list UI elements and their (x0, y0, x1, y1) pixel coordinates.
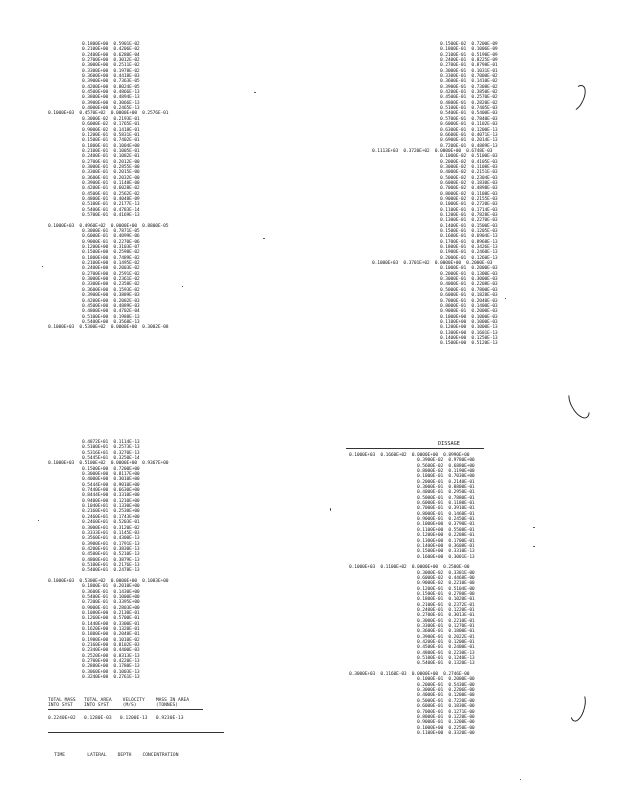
data-row: 0.2460E+01 0.5203E-01 (48, 520, 140, 526)
section-title: DISSAGE (438, 441, 460, 447)
data-row: 0.7200E-01 0.3395E+00 (48, 600, 140, 606)
data-row: 0.1440E+00 0.3300E-01 (48, 621, 140, 627)
data-row: 0.1100E+00 0.1000E-03 (372, 319, 498, 325)
data-row: 0.8000E-01 0.1400E-03 (372, 303, 498, 309)
data-row: 0.9000E-02 0.2210E-00 (349, 581, 475, 587)
summary-header-2: INTO SYST INTO SYST (M/S) (TONNES) (48, 703, 178, 708)
data-row: 0.7000E-02 0.4898E-03 (372, 186, 498, 192)
data-row: 0.7200E-01 0.4889E-13 (372, 143, 498, 149)
data-row: 0.1000E+00 0.3790E-01 (349, 522, 475, 528)
data-row: 0.4800E-01 0.2230E-13 (349, 650, 475, 656)
data-row: 0.3900E+00 0.3066E-13 (48, 100, 140, 106)
data-row: 0.3900E+01 0.1791E-13 (48, 541, 140, 547)
data-row: 0.1500E+00 0.5120E-13 (372, 341, 498, 347)
data-row: 0.8000E-01 0.1460E-01 (349, 511, 475, 517)
data-row: 0.2520E+00 0.8313E-13 (48, 653, 140, 659)
data-row: 0.1000E+03 0.1100E+02 0.0000E+00 0.2500E-00 (349, 565, 470, 571)
divider (48, 732, 224, 733)
data-row: 0.5316E+01 0.3270E-13 (48, 450, 140, 456)
summary-header-1: TOTAL MASS TOTAL AREA VELOCITY MASS IN AREA (48, 698, 190, 703)
data-row: 0.3300E-01 0.2015E-00 (48, 170, 140, 176)
data-row: 0.1000E+03 0.4570E+02 0.0000E+00 0.2576E-01 (48, 111, 169, 117)
data-row: 0.8000E-02 0.1108E-03 (372, 191, 498, 197)
data-row: 0.3900E+00 0.7363E-05 (48, 79, 140, 85)
scan-speck (182, 286, 183, 287)
data-row: 0.2700E+00 0.2591E-02 (48, 271, 140, 277)
divider (346, 448, 484, 449)
data-row: 0.2340E+00 0.4400E-03 (48, 648, 140, 654)
data-row: 0.1080E+00 0.2130E-01 (48, 611, 140, 616)
data-row: 0.2460E+01 0.1743E+00 (48, 514, 140, 520)
data-row: 0.1500E-01 0.7402E-01 (48, 138, 140, 144)
data-row: 0.1620E+00 0.1320E-01 (48, 627, 140, 633)
data-row: 0.4500E+00 0.4889E-03 (48, 303, 140, 309)
data-row: 0.5400E-01 0.5400E-03 (372, 111, 498, 117)
data-row: 0.1000E+00 0.2250E-00 (349, 725, 475, 731)
data-row: 0.9000E-02 0.2155E-03 (372, 196, 498, 202)
data-row: 0.2000E-01 0.5430E-00 (349, 682, 475, 688)
data-row: 0.1600E+00 0.3001E-13 (349, 554, 475, 560)
data-row: 0.2700E+00 0.3012E-02 (48, 58, 140, 64)
data-row: 0.2100E+00 0.1495E-02 (48, 261, 140, 267)
data-row: 0.7000E-01 0.1271E-00 (349, 709, 475, 715)
data-row: 0.5400E+01 0.2478E-13 (48, 568, 140, 574)
data-row: 0.3300E-01 0.7000E-02 (372, 74, 498, 80)
data-row: 0.1000E-01 0.7030E+00 (349, 474, 475, 480)
data-row: 0.3300E-01 0.1270E-01 (349, 624, 475, 629)
data-row: 0.2100E+00 0.4206E-02 (48, 47, 140, 53)
data-row: 0.6000E-02 0.1830E-03 (372, 180, 498, 186)
data-row: 0.4200E+00 0.8024E-05 (48, 84, 140, 90)
binder-hole-mark (565, 82, 590, 113)
data-row: 0.2000E-01 0.1300E-03 (372, 271, 498, 277)
data-row: 0.1980E+00 0.1010E-02 (48, 637, 140, 643)
data-row: 0.5400E+00 0.3568E-13 (48, 319, 140, 325)
data-row: 0.5000E-01 0.7880E-01 (349, 495, 475, 501)
data-row: 0.5100E+00 0.1988E-13 (48, 314, 140, 320)
data-row: 0.3900E-01 0.1148E-00 (48, 180, 140, 186)
data-row: 0.2100E-01 0.5190E-09 (372, 52, 498, 58)
data-row: 0.1500E-02 0.7200E-09 (372, 42, 498, 47)
data-row: 0.4800E-01 0.4048E-09 (48, 196, 140, 202)
scan-speck (263, 238, 265, 239)
data-column (372, 42, 498, 347)
data-row: 0.9000E-01 0.2000E-03 (372, 309, 498, 315)
data-row: 0.1400E-01 0.1500E-03 (372, 223, 498, 229)
data-row: 0.3000E-01 0.2855E-00 (48, 164, 140, 170)
data-row: 0.3800E+00 0.4894E-13 (48, 95, 140, 101)
data-row: 0.4200E+01 0.3830E-13 (48, 546, 140, 552)
data-row: 0.5100E+01 0.2176E-13 (48, 562, 140, 568)
data-row: 0.2400E-01 0.1220E-01 (349, 607, 475, 613)
data-row: 0.5100E-01 0.2177E-13 (48, 202, 140, 208)
data-row: 0.2400E+00 0.2003E-02 (48, 266, 140, 272)
data-row: 0.2700E-01 0.2012E-00 (48, 159, 140, 165)
data-row: 0.3000E-02 0.2193E-01 (48, 116, 140, 122)
data-row: 0.3600E+00 0.1593E-02 (48, 287, 140, 293)
data-row: 0.6900E-01 0.2014E-13 (372, 138, 498, 144)
data-row: 0.2000E-01 0.2140E-01 (349, 479, 475, 485)
data-row: 0.7000E-01 0.2040E-03 (372, 298, 498, 304)
data-row: 0.3600E+00 0.4418E-03 (48, 74, 140, 80)
data-row: 0.7440E+00 0.6630E+00 (48, 488, 140, 494)
data-row: 0.3240E+00 0.2761E-13 (48, 675, 140, 681)
data-row: 0.5100E+01 0.2573E-13 (48, 445, 140, 451)
data-row: 0.6600E-01 0.4071E-13 (372, 132, 498, 138)
data-row: 0.3000E-02 0.1108E-03 (372, 164, 498, 170)
data-row: 0.4500E-01 0.2400E-01 (349, 645, 475, 651)
data-row: 0.5000E-01 0.7220E-00 (349, 698, 475, 704)
binder-hole-mark (564, 386, 594, 422)
data-row: 0.4000E-01 0.2950E-01 (349, 490, 475, 496)
data-row: 0.1000E-01 0.2000E-00 (349, 677, 475, 683)
data-row: 0.1100E-01 0.1714E-03 (372, 207, 498, 213)
data-row: 0.4200E-01 0.6028E-02 (48, 186, 140, 192)
data-row: 0.9000E-01 0.2803E+00 (48, 605, 140, 611)
data-row: 0.1400E+00 0.3608E-01 (349, 543, 475, 549)
data-row: 0.2700E-01 0.3013E-01 (349, 613, 475, 619)
data-row: 0.9000E-01 0.1200E-00 (349, 720, 475, 726)
data-row: 0.1100E+00 0.3320E-00 (349, 730, 475, 736)
data-column (349, 453, 475, 736)
data-row: 0.1000E+03 0.5300E+02 0.0000E+00 0.1083E+00 (48, 578, 169, 584)
data-row: 0.7000E-01 0.3910E-01 (349, 506, 475, 512)
data-row: 0.5100E-01 0.7405E-03 (372, 106, 498, 112)
data-row: 0.2100E-01 0.1005E-01 (48, 148, 140, 154)
column-headings: TIME LATERAL DEPTH CONCENTRATION (54, 753, 179, 758)
data-row: 0.6000E-02 0.4468E-00 (349, 575, 475, 581)
binder-hole-mark (567, 691, 588, 724)
data-row: 0.2400E-01 0.8225E-09 (372, 58, 498, 64)
data-row: 0.3333E+01 0.1145E-03 (48, 530, 140, 536)
data-row: 0.8444E+00 0.3310E+00 (48, 493, 140, 499)
data-row: 0.1800E-01 0.1020E-01 (349, 597, 475, 603)
data-row: 0.1500E+00 0.3310E-13 (349, 549, 475, 555)
data-row: 0.3900E-01 0.2022E-01 (349, 634, 475, 640)
data-row: 0.4800E+01 0.3879E-13 (48, 557, 140, 563)
data-row: 0.3000E+00 0.2511E-02 (48, 63, 140, 69)
data-row: 0.1000E+03 0.4960E+02 0.0000E+00 0.8800E-05 (48, 223, 169, 229)
data-row: 0.3600E-01 0.2032E-00 (48, 175, 140, 181)
data-row: 0.2000E-01 0.1260E-13 (372, 255, 498, 261)
data-row: 0.1700E-01 0.8968E-13 (372, 239, 498, 245)
data-row: 0.1800E-01 0.3426E-13 (372, 245, 498, 251)
data-row: 0.1000E+03 0.3701E+02 0.0000E+00 0.2000E-03 (372, 261, 493, 267)
data-row: 0.1200E+00 0.2208E-01 (349, 533, 475, 539)
data-row: 0.5400E-01 0.1000E+00 (48, 594, 140, 600)
data-row: 0.5400E-01 0.1320E-13 (349, 661, 475, 667)
data-row: 0.1900E-01 0.2460E-13 (372, 250, 498, 256)
data-row: 0.3600E-01 0.1430E+00 (48, 589, 140, 595)
data-row: 0.3060E+00 0.1003E-13 (48, 669, 140, 675)
data-row: 0.1300E-01 0.2270E-03 (372, 218, 498, 224)
data-row: 0.3000E-01 0.2206E-00 (349, 688, 475, 694)
data-row: 0.5000E-01 0.7800E-03 (372, 287, 498, 293)
data-row: 0.6000E-01 0.1102E-03 (372, 122, 498, 128)
data-row: 0.5000E-02 0.2304E-03 (372, 175, 498, 181)
data-row: 0.3000E-02 0.3301E-00 (349, 570, 475, 576)
data-row: 0.6000E-01 0.1180E-01 (349, 501, 475, 507)
data-row: 0.4200E-01 0.1200E-01 (349, 640, 475, 646)
data-row: 0.6000E-01 0.4099E-06 (48, 234, 140, 240)
data-row: 0.6300E-01 0.1200E-13 (372, 127, 498, 133)
data-row: 0.1000E-01 0.2720E-03 (372, 202, 498, 208)
data-row: 0.3000E-01 0.3000E-03 (372, 277, 498, 283)
data-row: 0.4800E+00 0.4702E-04 (48, 309, 140, 315)
data-row: 0.3300E+00 0.2358E-02 (48, 282, 140, 288)
scan-speck (330, 508, 331, 511)
data-row: 0.4000E+00 0.3010E+00 (48, 477, 140, 483)
data-row: 0.1040E+01 0.1330E+00 (48, 504, 140, 510)
data-row: 0.5600E-02 0.6880E+00 (349, 463, 475, 469)
scan-speck (520, 779, 521, 780)
data-row: 0.3600E-01 0.1800E-01 (349, 629, 475, 635)
data-row: 0.6000E-02 0.1765E-01 (48, 122, 140, 128)
data-row: 0.4200E-01 0.3850E-02 (372, 90, 498, 96)
data-row: 0.5100E-01 0.1240E-13 (349, 656, 475, 662)
data-row: 0.1400E+00 0.1250E-13 (372, 335, 498, 341)
data-row: 0.1100E+00 0.5508E-01 (349, 527, 475, 533)
data-row: 0.2880E+00 0.1780E-13 (48, 664, 140, 670)
data-row: 0.3000E-01 0.8800E-01 (349, 485, 475, 491)
data-row: 0.2000E-02 0.4105E-03 (372, 159, 498, 165)
data-row: 0.1500E-01 0.1205E-03 (372, 229, 498, 235)
data-row: 0.1000E+00 0.1000E-03 (372, 314, 498, 320)
data-row: 0.3900E-01 0.7308E-02 (372, 84, 498, 90)
data-row: 0.1800E-01 0.1004E+00 (48, 143, 140, 149)
data-row: 0.3560E+01 0.4300E-13 (48, 536, 140, 542)
data-row: 0.4000E+00 0.2465E-13 (48, 106, 140, 112)
data-row: 0.1500E+00 0.7200E+00 (48, 466, 140, 472)
data-row: 0.1260E+00 0.5700E-01 (48, 616, 140, 622)
data-row: 0.1200E+00 0.3103E-07 (48, 245, 140, 251)
data-row: 0.1600E-01 0.6904E-13 (372, 234, 498, 240)
data-row: 0.2400E+00 0.6280E-04 (48, 52, 140, 58)
scan-speck (533, 527, 535, 528)
data-row: 0.1800E+00 0.5901E-02 (48, 42, 140, 47)
data-row: 0.1000E-02 0.5100E-03 (372, 154, 498, 160)
data-row: 0.4872E+01 0.1114E-13 (48, 440, 140, 445)
data-row: 0.5700E-01 0.4169E-13 (48, 213, 140, 218)
data-row: 0.2400E-01 0.1082E-01 (48, 154, 140, 160)
data-row: 0.1200E-01 0.5104E-00 (349, 586, 475, 592)
data-row: 0.1300E+00 0.1601E-13 (372, 330, 498, 336)
data-row: 0.5400E-01 0.4783E-14 (48, 207, 140, 213)
data-row: 0.3000E+00 0.8117E+00 (48, 472, 140, 478)
data-row: 0.5700E-01 0.7840E-03 (372, 116, 498, 122)
data-row: 0.1800E+00 0.7489E-02 (48, 255, 140, 261)
data-row: 0.3900E+00 0.3889E-03 (48, 293, 140, 299)
data-row: 0.9400E+00 0.1210E+00 (48, 498, 140, 504)
data-row: 0.3000E+00 0.2361E-02 (48, 277, 140, 283)
data-row: 0.6000E-01 0.1828E-03 (372, 293, 498, 299)
data-row: 0.4500E+00 0.4866E-13 (48, 90, 140, 96)
data-row: 0.3600E-01 0.1410E-02 (372, 79, 498, 85)
data-row: 0.4000E-01 0.1200E-00 (349, 693, 475, 699)
data-row: 0.3000E-01 0.2210E-01 (349, 618, 475, 624)
scan-speck (254, 92, 256, 93)
divider (48, 709, 203, 710)
data-row: 0.3300E+00 0.1978E-02 (48, 68, 140, 74)
summary-values: 0.2240E+02 0.1280E-03 0.1200E-13 0.9230E-13 (48, 716, 184, 721)
data-row: 0.4500E-01 0.2562E-02 (48, 191, 140, 197)
data-row: 0.1800E+00 0.2048E-01 (48, 632, 140, 638)
data-row: 0.5445E+01 0.3250E-14 (48, 456, 140, 462)
scan-speck (38, 520, 39, 521)
data-row: 0.3000E+01 0.3120E-02 (48, 525, 140, 531)
data-column (48, 440, 168, 680)
data-row: 0.2160E+00 0.8102E-03 (48, 643, 140, 649)
data-row: 0.9000E-01 0.2270E-06 (48, 239, 140, 245)
data-row: 0.4500E+01 0.5210E-13 (48, 552, 140, 558)
data-row: 0.1500E-01 0.2780E-00 (349, 591, 475, 597)
data-row: 0.9000E-02 0.1418E-01 (48, 127, 140, 133)
data-column (48, 42, 168, 331)
data-row: 0.3900E-02 0.9780E+00 (349, 458, 475, 464)
data-row: 0.3000E-01 0.7871E-05 (48, 229, 140, 235)
data-row: 0.1500E+00 0.2598E-02 (48, 250, 140, 256)
data-row: 0.1300E+00 0.1700E-01 (349, 538, 475, 544)
data-row: 0.1113E+03 0.3720E+02 0.0000E+00 0.6748E-03 (372, 148, 493, 154)
data-row: 0.1000E+03 0.5100E+02 0.0000E+00 0.9367E+00 (48, 461, 169, 467)
scan-speck (533, 546, 535, 547)
data-row: 0.5444E+00 0.9010E+00 (48, 482, 140, 488)
scan-speck (505, 298, 506, 299)
data-row: 0.4800E-01 0.2820E-02 (372, 100, 498, 106)
data-row: 0.1000E+03 0.1660E+02 0.0000E+00 0.8990E+00 (349, 453, 470, 458)
data-row: 0.2160E+01 0.2530E+00 (48, 509, 140, 515)
data-row: 0.1800E-01 0.2010E+00 (48, 584, 140, 590)
data-row: 0.4000E-02 0.2151E-03 (372, 170, 498, 176)
data-row: 0.4200E+00 0.2002E-03 (48, 298, 140, 304)
data-row: 0.3000E-01 0.1031E-01 (372, 68, 498, 74)
data-row: 0.4500E-01 0.2570E-02 (372, 95, 498, 101)
data-row: 0.2700E+00 0.4220E-13 (48, 659, 140, 665)
data-row: 0.1000E+03 0.5300E+02 0.0000E+00 0.3002E-08 (48, 325, 169, 331)
data-row: 0.2100E-01 0.2372E-01 (349, 602, 475, 608)
data-row: 0.9000E-01 0.2450E-01 (349, 517, 475, 523)
data-row: 0.1200E-01 0.7828E-03 (372, 213, 498, 218)
data-row: 0.6000E-01 0.1830E-00 (349, 704, 475, 710)
data-row: 0.2700E-01 0.8798E-01 (372, 63, 498, 69)
data-row: 0.1200E+00 0.1000E-13 (372, 325, 498, 331)
data-row: 0.3000E+03 0.1160E-03 0.0000E+00 0.2746E-00 (349, 672, 470, 678)
data-row: 0.4000E-01 0.2208E-03 (372, 282, 498, 288)
data-row: 0.8000E-01 0.1220E-00 (349, 714, 475, 720)
data-row: 0.1000E-01 0.2000E-03 (372, 266, 498, 272)
scan-speck (42, 266, 43, 267)
data-row: 0.8000E-02 0.1190E+00 (349, 469, 475, 475)
data-row: 0.1800E-01 0.1006E-09 (372, 47, 498, 53)
data-row: 0.1200E-01 0.5831E-01 (48, 132, 140, 138)
